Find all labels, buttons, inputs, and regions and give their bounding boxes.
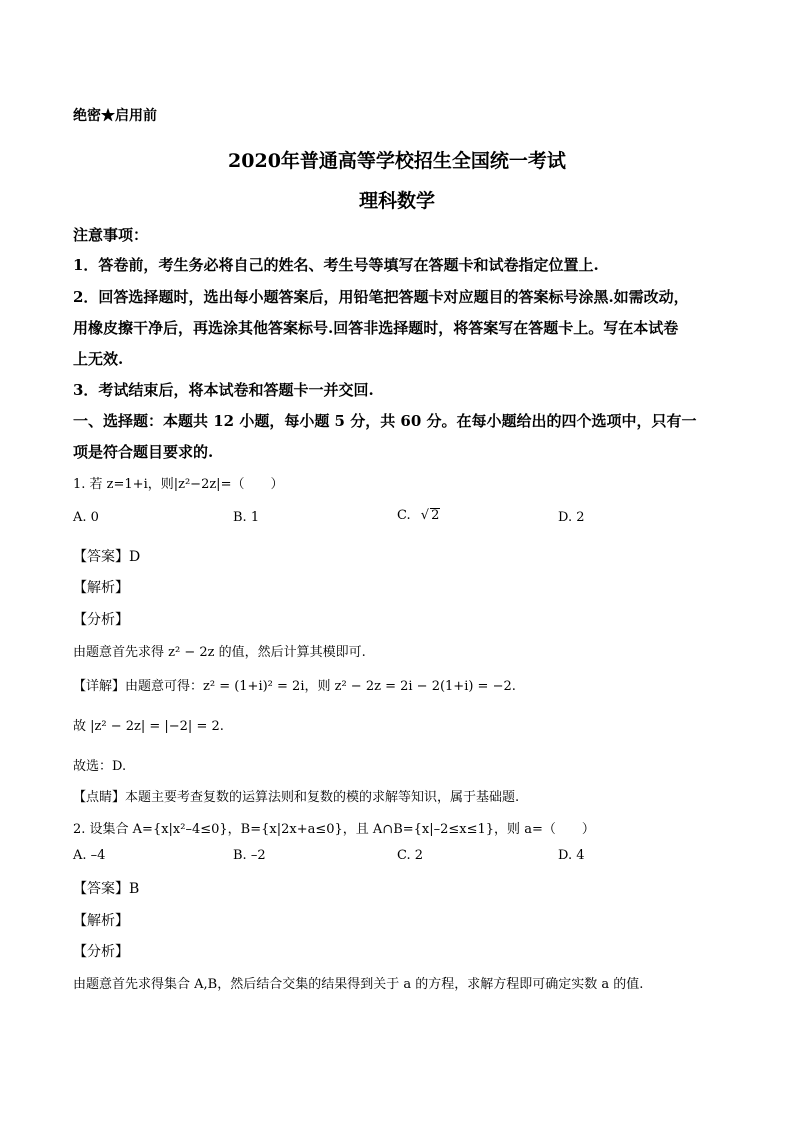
q2-analysis-tag: 【解析】 [73,913,129,929]
notes-item-1: 1．答卷前，考生务必将自己的姓名、考生号等填写在答题卡和试卷指定位置上. [73,256,599,274]
notes-item-3: 3．考试结束后，将本试卷和答题卡一并交回. [73,381,374,399]
q2-fenxi-text: 由题意首先求得集合 A,B，然后结合交集的结果得到关于 a 的方程，求解方程即可确定实数 a 的值. [73,977,644,992]
section-heading-line-1: 一、选择题：本题共 12 小题，每小题 5 分，共 60 分。在每小题给出的四个选项中，只有一 [73,412,697,430]
q1-choose: 故选：D. [73,759,127,774]
q2-fenxi-tag: 【分析】 [73,944,129,960]
q2-stem: 2. 设集合 A={x|x²–4≤0}，B={x|2x+a≤0}，且 A∩B={x|–2≤x≤1}，则 a=（ ） [73,822,595,837]
q2-answer: 【答案】B [73,881,140,897]
notes-heading: 注意事项： [73,226,149,244]
q1-option-c [397,508,440,523]
q1-fenxi-text: 由题意首先求得 z² − 2z 的值，然后计算其模即可. [73,645,366,660]
q1-fenxi-tag: 【分析】 [73,612,129,628]
q1-option-c-radicand: 2 [431,508,440,523]
section-heading-line-2: 项是符合题目要求的. [73,443,214,461]
q2-option-d: D. 4 [558,848,585,863]
q1-comment: 【点睛】本题主要考查复数的运算法则和复数的模的求解等知识，属于基础题. [73,790,520,805]
q1-option-b: B. 1 [233,510,260,525]
secret-label: 绝密★启用前 [73,108,157,124]
notes-item-2-line-1: 2．回答选择题时，选出每小题答案后，用铅笔把答题卡对应题目的答案标号涂黑.如需改动， [73,288,689,306]
q2-option-c: C. 2 [397,848,424,863]
q1-detail: 【详解】由题意可得：z² = (1+i)² = 2i，则 z² − 2z = 2i − 2(1+i) = −2. [73,679,516,694]
exam-title: 2020年普通高等学校招生全国统一考试 [228,150,566,172]
notes-item-2-line-3: 上无效. [73,350,124,368]
notes-item-2-line-2: 用橡皮擦干净后，再选涂其他答案标号.回答非选择题时，将答案写在答题卡上。写在本试卷 [73,319,679,337]
q1-option-c-prefix: C. [397,508,411,523]
q1-answer: 【答案】D [73,549,141,565]
sqrt-icon: √ [420,508,430,523]
q1-option-d: D. 2 [558,510,585,525]
q1-option-a: A. 0 [73,510,99,525]
q1-conclusion: 故 |z² − 2z| = |−2| = 2. [73,719,224,734]
q2-option-a: A. –4 [73,848,106,863]
q2-option-b: B. –2 [233,848,266,863]
q1-stem: 1. 若 z=1+i，则|z²−2z|=（ ） [73,477,284,492]
q1-analysis-tag: 【解析】 [73,580,129,596]
subject-title: 理科数学 [358,190,435,212]
